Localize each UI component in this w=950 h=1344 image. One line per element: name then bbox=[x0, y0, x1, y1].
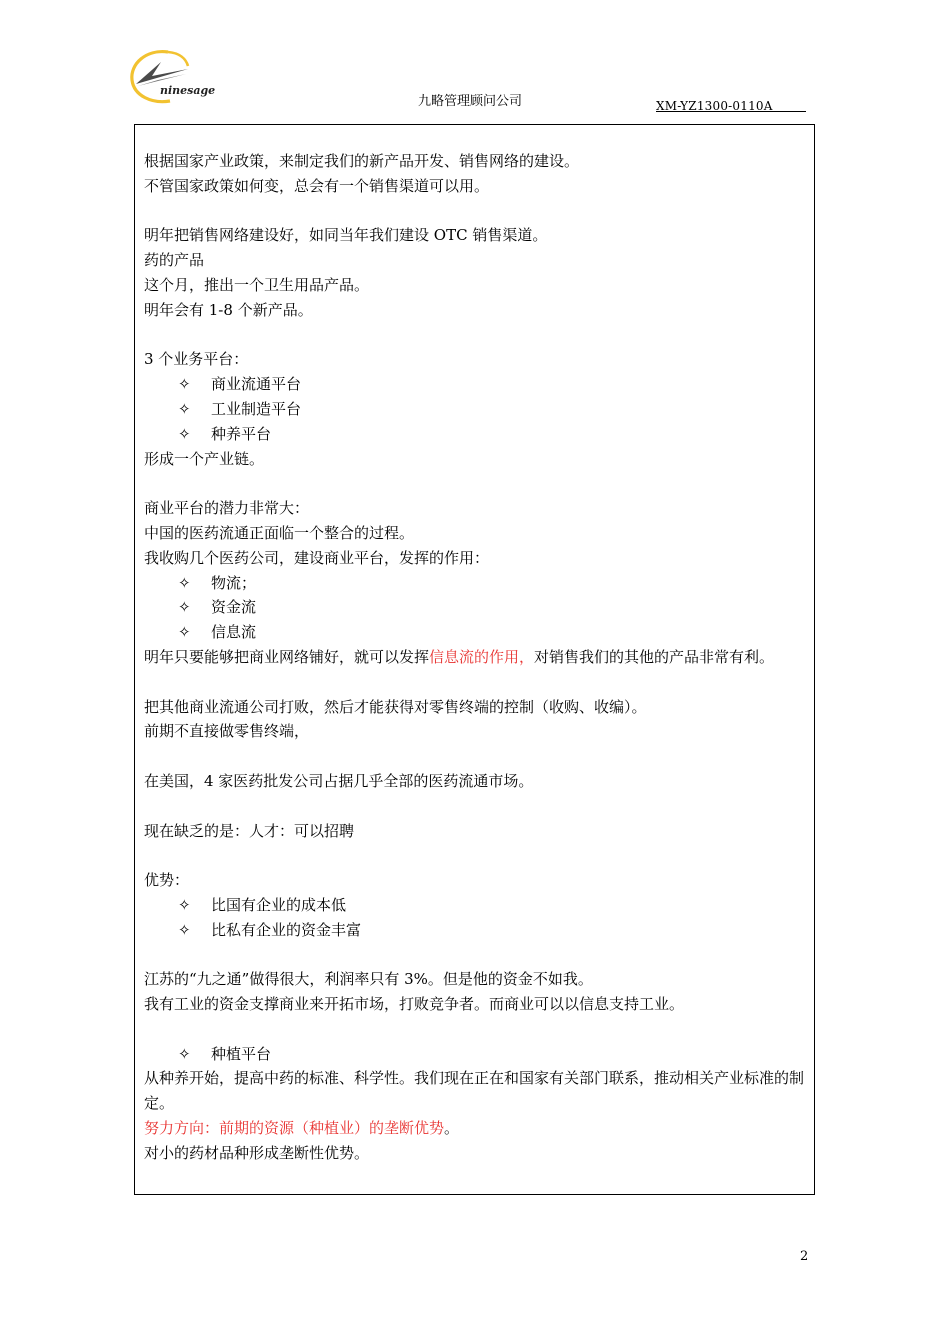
list-item: ✧ 资金流 bbox=[144, 595, 810, 620]
bullet-icon: ✧ bbox=[178, 623, 191, 642]
list-item: ✧ 种养平台 bbox=[144, 422, 810, 447]
document-body bbox=[144, 149, 810, 1166]
list-item: ✧ 比私有企业的资金丰富 bbox=[144, 918, 810, 943]
paragraph: 3 个业务平台： bbox=[144, 350, 249, 369]
paragraph: 根据国家产业政策，来制定我们的新产品开发、销售网络的建设。 bbox=[144, 152, 580, 170]
list-item: ✧ 比国有企业的成本低 bbox=[144, 893, 810, 918]
highlighted-text: 信息流的作用， bbox=[429, 647, 535, 666]
bullet-icon: ✧ bbox=[178, 424, 191, 443]
paragraph: 形成一个产业链。 bbox=[144, 449, 265, 468]
paragraph: 前期不直接做零售终端， bbox=[144, 722, 310, 741]
paragraph: 明年只要能够把商业网络铺好，就可以发挥信息流的作用，对销售我们的其他的产品非常有利。 bbox=[144, 647, 775, 666]
bullet-icon: ✧ bbox=[178, 399, 191, 418]
bullet-icon: ✧ bbox=[178, 920, 191, 939]
paragraph: 明年会有 1-8 个新产品。 bbox=[144, 300, 313, 319]
list-item: ✧ 工业制造平台 bbox=[144, 397, 810, 422]
paragraph: 药的产品 bbox=[144, 251, 205, 270]
bullet-icon: ✧ bbox=[178, 573, 191, 592]
paragraph: 中国的医药流通正面临一个整合的过程。 bbox=[144, 523, 415, 542]
ninesage-logo bbox=[128, 44, 228, 106]
document-code: XM-YZ1300-0110A bbox=[656, 95, 806, 112]
paragraph: 我有工业的资金支撑商业来开拓市场，打败竞争者。而商业可以以信息支持工业。 bbox=[144, 995, 685, 1014]
paragraph: 把其他商业流通公司打败，然后才能获得对零售终端的控制（收购、收编）。 bbox=[144, 697, 647, 716]
list-item: ✧ 种植平台 bbox=[144, 1042, 810, 1067]
paragraph: 对小的药材品种形成垄断性优势。 bbox=[144, 1143, 370, 1162]
list-item: ✧ 物流； bbox=[144, 571, 810, 596]
bullet-icon: ✧ bbox=[178, 895, 191, 914]
bullet-icon: ✧ bbox=[178, 1044, 191, 1063]
paragraph: 明年把销售网络建设好，如同当年我们建设 OTC 销售渠道。 bbox=[144, 226, 548, 245]
list-item: ✧ 信息流 bbox=[144, 620, 810, 645]
bullet-icon: ✧ bbox=[178, 598, 191, 617]
paragraph: 优势： bbox=[144, 871, 190, 890]
page-number: 2 bbox=[800, 1249, 809, 1264]
paragraph: 我收购几个医药公司，建设商业平台，发挥的作用： bbox=[144, 548, 490, 567]
paragraph: 努力方向：前期的资源（种植业）的垄断优势。 bbox=[144, 1119, 460, 1138]
paragraph: 从种养开始，提高中药的标准、科学性。我们现在正在和国家有关部门联系，推动相关产业标准的制定。 bbox=[144, 1069, 805, 1113]
paragraph: 不管国家政策如何变，总会有一个销售渠道可以用。 bbox=[144, 176, 490, 195]
paragraph: 现在缺乏的是：人才：可以招聘 bbox=[144, 821, 355, 840]
paragraph: 在美国，4 家医药批发公司占据几乎全部的医药流通市场。 bbox=[144, 771, 534, 790]
page-header bbox=[0, 0, 950, 124]
highlighted-text: 努力方向：前期的资源（种植业）的垄断优势 bbox=[144, 1119, 445, 1138]
list-item: ✧ 商业流通平台 bbox=[144, 372, 810, 397]
bullet-icon: ✧ bbox=[178, 375, 191, 394]
company-name: 九略管理顾问公司 bbox=[418, 94, 523, 109]
logo-text: ninesage bbox=[160, 84, 216, 97]
paragraph: 这个月，推出一个卫生用品产品。 bbox=[144, 275, 370, 294]
paragraph: 江苏的“九之通”做得很大，利润率只有 3%。但是他的资金不如我。 bbox=[144, 970, 593, 989]
paragraph: 商业平台的潜力非常大： bbox=[144, 499, 310, 518]
